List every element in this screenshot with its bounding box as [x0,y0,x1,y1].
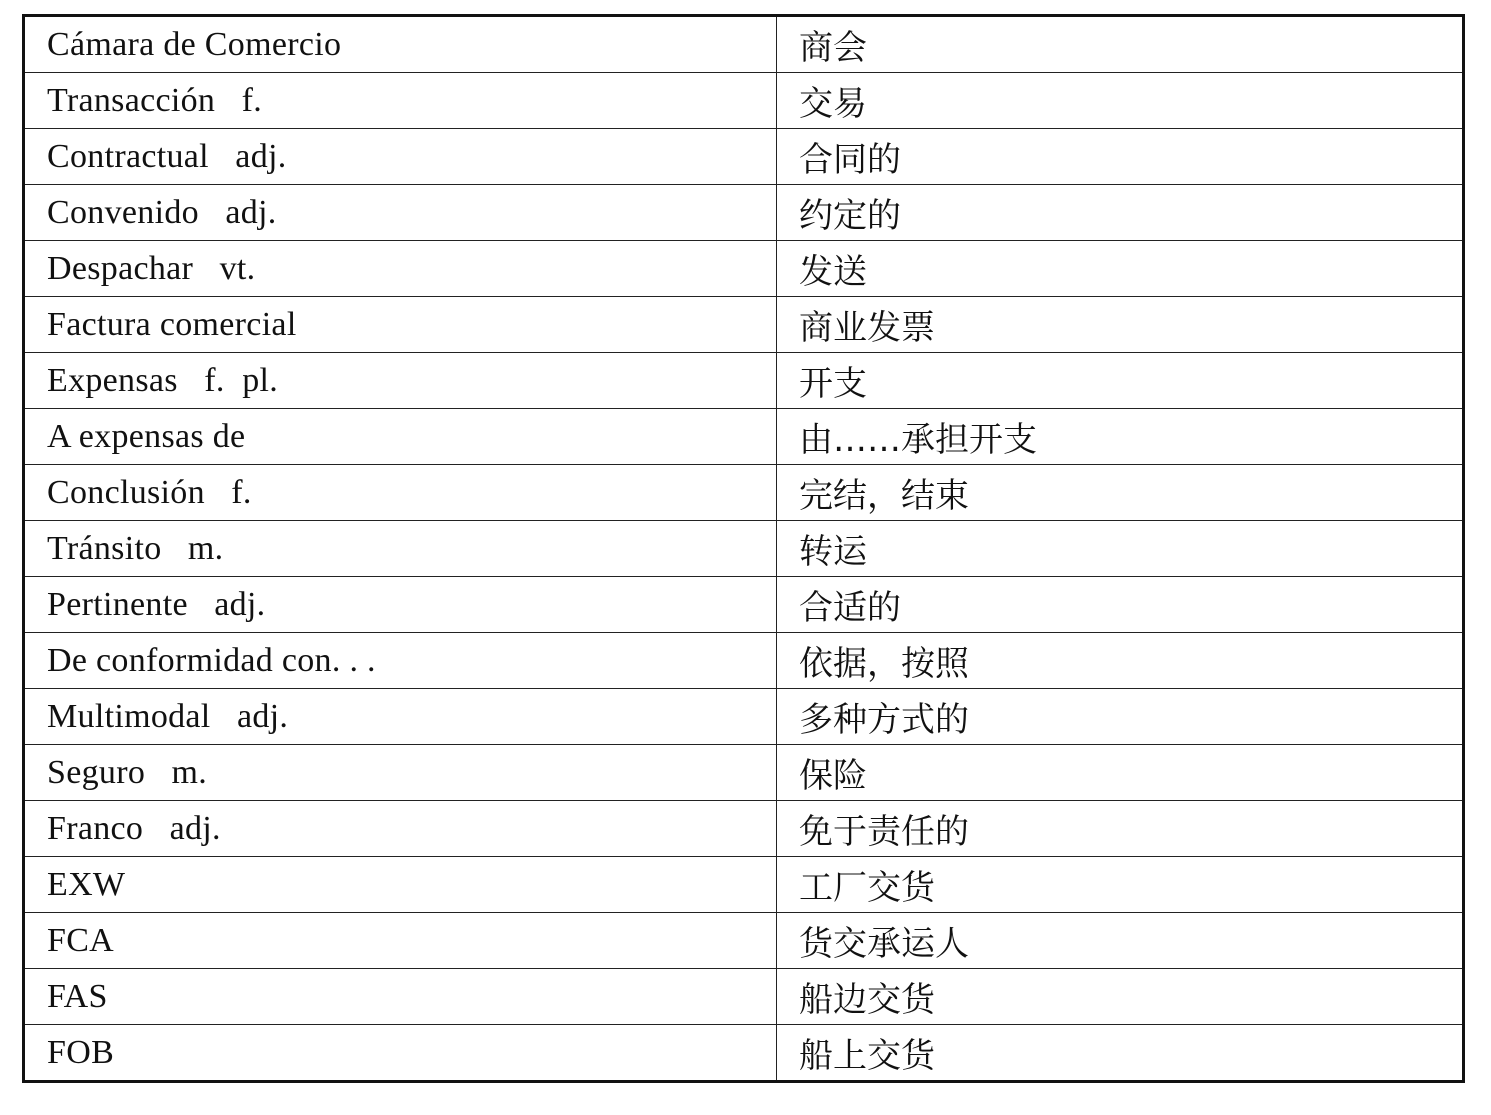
table-row [24,73,1464,129]
chinese-translation: 商会 [777,16,1464,73]
spanish-term: Cámara de Comercio [24,16,777,73]
spanish-term: De conformidad con. . . [24,633,777,689]
chinese-translation: 保险 [777,745,1464,801]
table-row [24,633,1464,689]
chinese-translation: 发送 [777,241,1464,297]
table-row [24,297,1464,353]
chinese-translation: 交易 [777,73,1464,129]
table-row [24,857,1464,913]
chinese-translation: 完结，结束 [777,465,1464,521]
chinese-translation: 商业发票 [777,297,1464,353]
spanish-term: Conclusión f. [24,465,777,521]
vocabulary-table [22,14,1465,1083]
table-row [24,465,1464,521]
table-row [24,241,1464,297]
table-row [24,1025,1464,1082]
chinese-translation: 合适的 [777,577,1464,633]
spanish-term: Tránsito m. [24,521,777,577]
spanish-term: Despachar vt. [24,241,777,297]
chinese-translation: 开支 [777,353,1464,409]
table-row [24,969,1464,1025]
spanish-term: Convenido adj. [24,185,777,241]
chinese-translation: 转运 [777,521,1464,577]
spanish-term: Multimodal adj. [24,689,777,745]
chinese-translation: 多种方式的 [777,689,1464,745]
chinese-translation: 船上交货 [777,1025,1464,1082]
table-row [24,129,1464,185]
spanish-term: Transacción f. [24,73,777,129]
spanish-term: Expensas f. pl. [24,353,777,409]
spanish-term: Franco adj. [24,801,777,857]
chinese-translation: 货交承运人 [777,913,1464,969]
table-row [24,913,1464,969]
table-row [24,689,1464,745]
table-row [24,577,1464,633]
table-row [24,353,1464,409]
table-row [24,409,1464,465]
chinese-translation: 工厂交货 [777,857,1464,913]
table-row [24,16,1464,73]
chinese-translation: 合同的 [777,129,1464,185]
chinese-translation: 依据，按照 [777,633,1464,689]
spanish-term: FOB [24,1025,777,1082]
table-row [24,801,1464,857]
table-row [24,745,1464,801]
chinese-translation: 约定的 [777,185,1464,241]
chinese-translation: 免于责任的 [777,801,1464,857]
spanish-term: FCA [24,913,777,969]
spanish-term: EXW [24,857,777,913]
spanish-term: Pertinente adj. [24,577,777,633]
spanish-term: Contractual adj. [24,129,777,185]
spanish-term: FAS [24,969,777,1025]
spanish-term: Factura comercial [24,297,777,353]
table-row [24,521,1464,577]
spanish-term: Seguro m. [24,745,777,801]
spanish-term: A expensas de [24,409,777,465]
chinese-translation: 由……承担开支 [777,409,1464,465]
chinese-translation: 船边交货 [777,969,1464,1025]
table-row [24,185,1464,241]
